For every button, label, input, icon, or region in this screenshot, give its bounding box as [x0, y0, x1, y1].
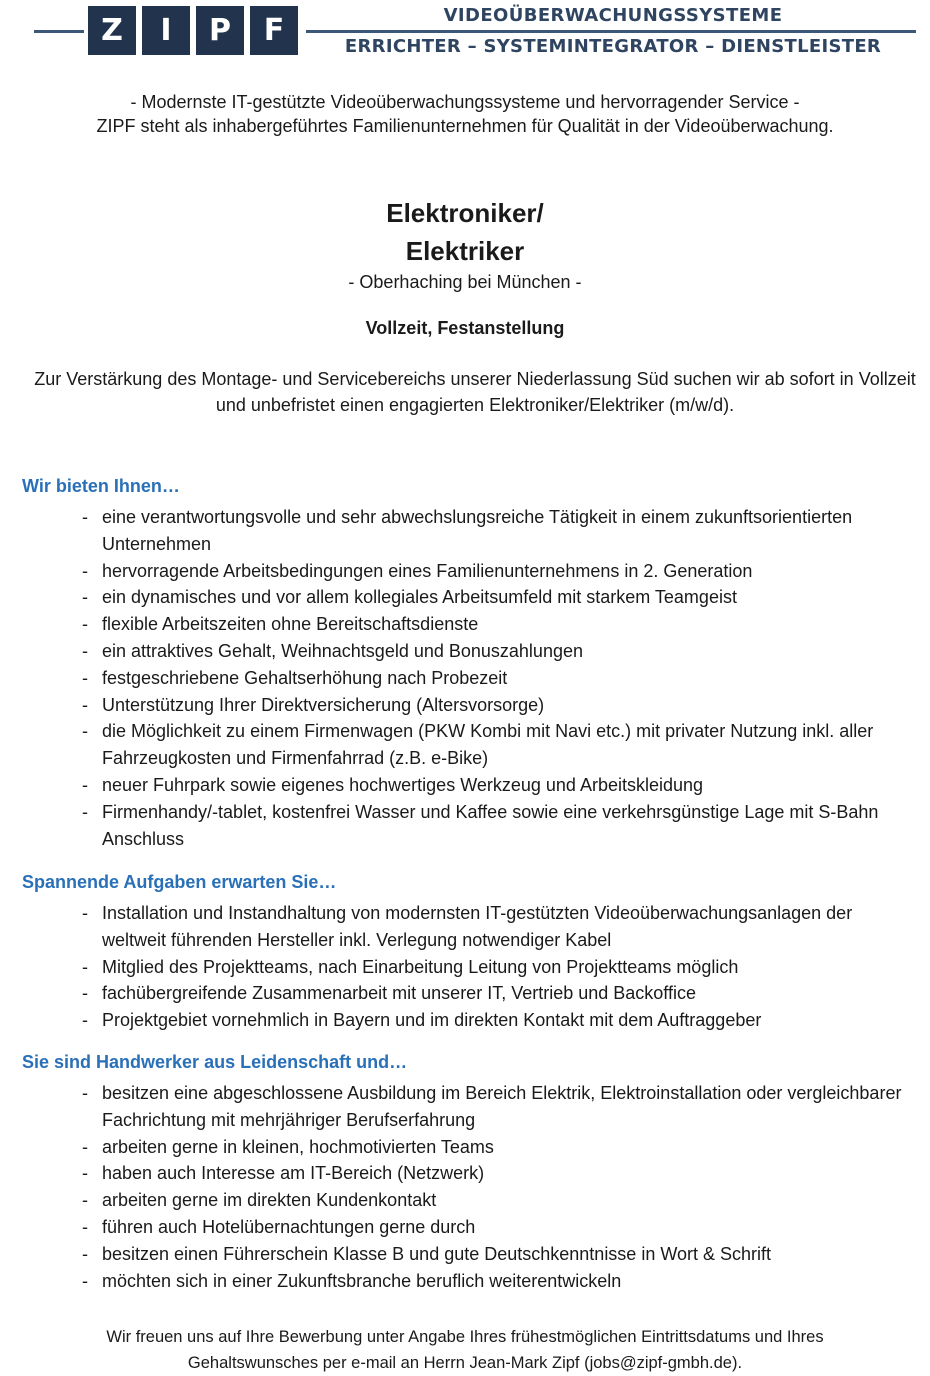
logo-letter-f: F — [250, 6, 298, 55]
list-item: - eine verantwortungsvolle und sehr abwechslungsreiche Tätigkeit in einem zukunftsorientierten Unternehmen — [82, 507, 853, 554]
section-heading: Wir bieten Ihnen… — [22, 476, 180, 496]
intro-line-2: ZIPF steht als inhabergeführtes Familienunternehmen für Qualität in der Videoüberwachung. — [96, 116, 834, 136]
list-item: - arbeiten gerne im direkten Kundenkontakt — [82, 1190, 437, 1211]
logo-letter-i: I — [142, 6, 190, 55]
section-tasks — [22, 870, 912, 1034]
list-item: - neuer Fuhrpark sowie eigenes hochwertiges Werkzeug und Arbeitskleidung — [82, 774, 704, 795]
job-summary: Zur Verstärkung des Montage- und Servicebereichs unserer Niederlassung Süd suchen wir ab sofort in Vollzeit und unbefristet einen engagierten Elektroniker/Elektriker (m/w/d). — [34, 369, 916, 415]
section-heading: Sie sind Handwerker aus Leidenschaft und… — [22, 1052, 408, 1072]
section-requirements — [22, 1050, 912, 1294]
page-header — [0, 0, 930, 64]
list-item: - hervorragende Arbeitsbedingungen eines Familienunternehmens in 2. Generation — [82, 560, 753, 581]
list-item: - flexible Arbeitszeiten ohne Bereitschaftsdienste — [82, 614, 479, 635]
list-item: - ein attraktives Gehalt, Weihnachtsgeld und Bonuszahlungen — [82, 640, 583, 661]
tagline-primary: VIDEOÜBERWACHUNGSSYSTEME — [443, 5, 783, 26]
header-rule-left — [34, 30, 84, 33]
requirements-list — [22, 1080, 912, 1294]
tasks-list — [22, 900, 912, 1034]
list-item: - festgeschriebene Gehaltserhöhung nach Probezeit — [82, 667, 508, 688]
list-item: - besitzen eine abgeschlossene Ausbildung im Bereich Elektrik, Elektroinstallation oder vergleichbarer Fachrichtung mit mehrjähriger Berufserfahrung — [82, 1083, 902, 1130]
job-title — [0, 194, 930, 270]
logo-letter-z: Z — [88, 6, 136, 55]
list-item: - möchten sich in einer Zukunftsbranche beruflich weiterentwickeln — [82, 1270, 622, 1291]
list-item: - besitzen einen Führerschein Klasse B und gute Deutschkenntnisse in Wort & Schrift — [82, 1243, 772, 1264]
list-item: - haben auch Interesse am IT-Bereich (Netzwerk) — [82, 1163, 485, 1184]
closing-line-2: Gehaltswunsches per e-mail an Herrn Jean-Mark Zipf (jobs@zipf-gmbh.de). — [187, 1354, 743, 1372]
list-item: - Installation und Instandhaltung von modernsten IT-gestützten Videoüberwachungsanlagen der weltweit führenden Hersteller inkl. Verlegung notwendiger Kabel — [82, 903, 853, 950]
list-item: - arbeiten gerne in kleinen, hochmotivierten Teams — [82, 1136, 494, 1157]
list-item: - Projektgebiet vornehmlich in Bayern und im direkten Kontakt mit dem Auftraggeber — [82, 1010, 762, 1031]
job-title-line-2: Elektriker — [405, 236, 525, 266]
benefits-list — [22, 504, 912, 852]
list-item: - Mitglied des Projektteams, nach Einarbeitung Leitung von Projektteams möglich — [82, 956, 739, 977]
list-item: - fachübergreifende Zusammenarbeit mit unserer IT, Vertrieb und Backoffice — [82, 983, 696, 1004]
logo-letter-p: P — [196, 6, 244, 55]
list-item: - ein dynamisches und vor allem kollegiales Arbeitsumfeld mit starkem Teamgeist — [82, 587, 737, 608]
tagline-secondary: ERRICHTER – SYSTEMINTEGRATOR – DIENSTLEISTER — [344, 36, 882, 57]
header-rule-right — [306, 30, 916, 33]
employment-type: Vollzeit, Festanstellung — [365, 318, 565, 338]
intro-text — [0, 90, 930, 138]
closing-text — [0, 1324, 930, 1376]
list-item: - führen auch Hotelübernachtungen gerne durch — [82, 1216, 476, 1237]
section-benefits — [22, 474, 912, 852]
intro-line-1: - Modernste IT-gestützte Videoüberwachungssysteme und hervorragender Service - — [130, 92, 800, 112]
list-item: - die Möglichkeit zu einem Firmenwagen (PKW Kombi mit Navi etc.) mit privater Nutzung inkl. aller Fahrzeugkosten und Firmenfahrrad (z.B. e-Bike) — [82, 721, 874, 769]
list-item: - Unterstützung Ihrer Direktversicherung (Altersvorsorge) — [82, 694, 545, 715]
section-heading: Spannende Aufgaben erwarten Sie… — [22, 872, 337, 892]
job-location: - Oberhaching bei München - — [348, 272, 582, 292]
list-item: - Firmenhandy/-tablet, kostenfrei Wasser und Kaffee sowie eine verkehrsgünstige Lage mit S-Bahn Anschluss — [82, 801, 879, 849]
closing-line-1: Wir freuen uns auf Ihre Bewerbung unter Angabe Ihres frühestmöglichen Eintrittsdatums und Ihres — [106, 1328, 824, 1346]
job-title-line-1: Elektroniker/ — [386, 198, 544, 228]
